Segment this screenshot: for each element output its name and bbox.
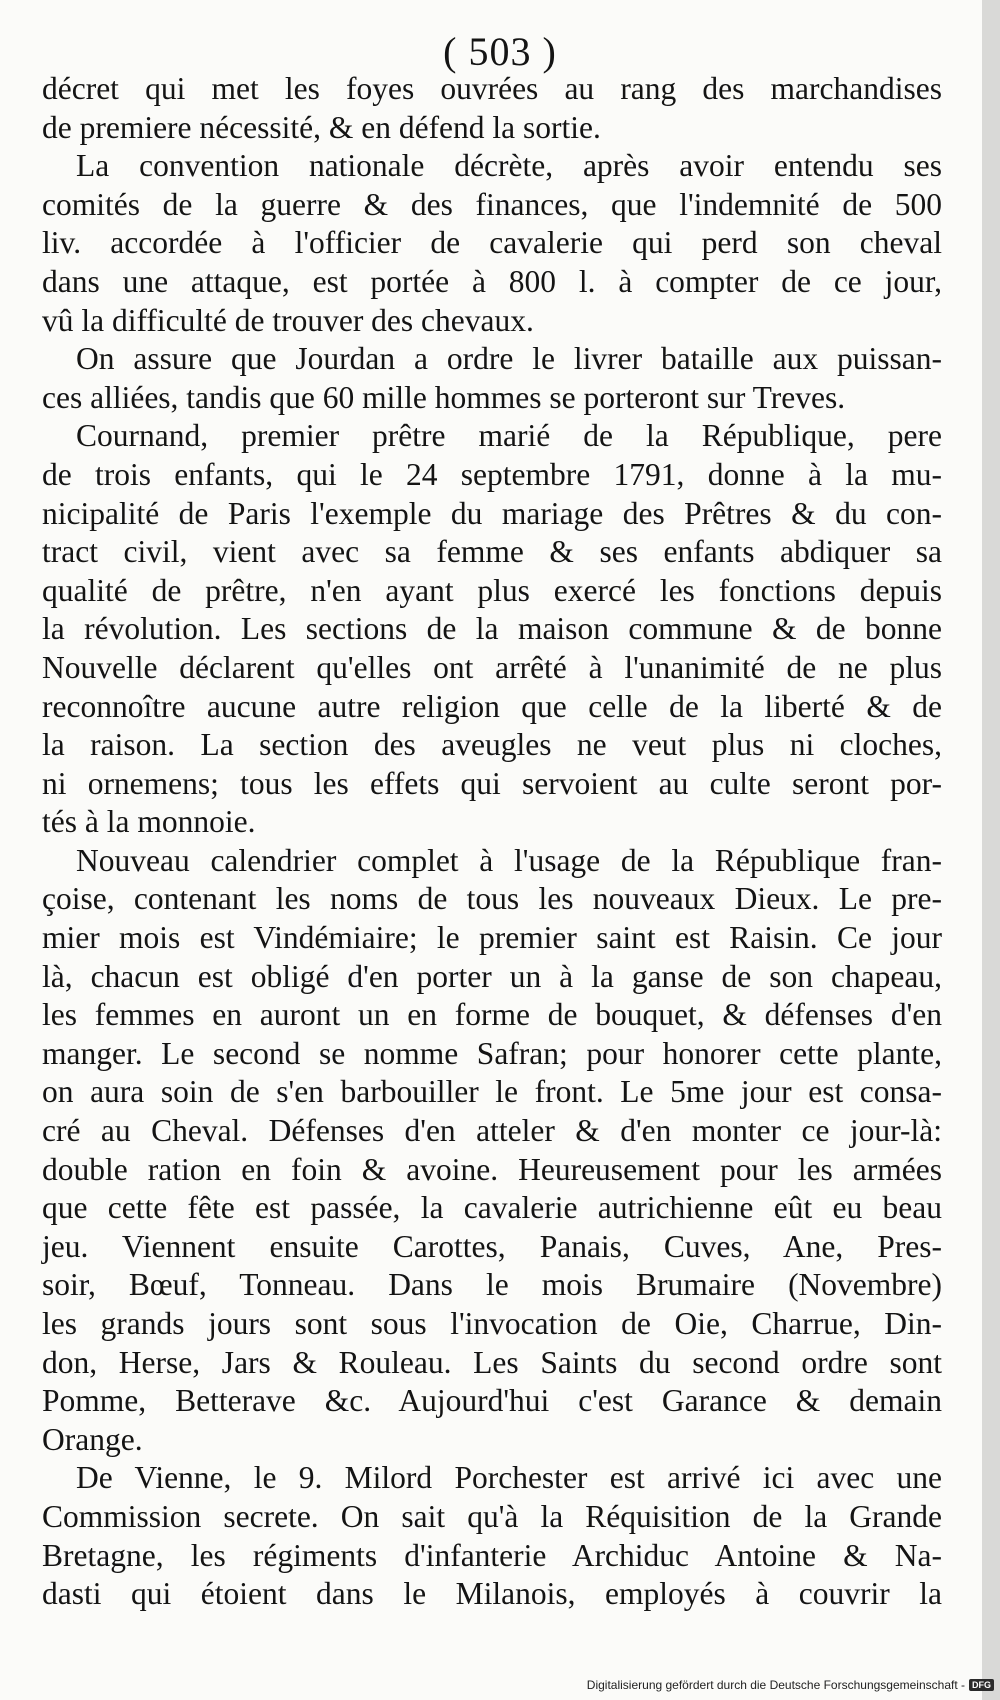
text-line: tract civil, vient avec sa femme & ses enfants abdiquer sa bbox=[42, 534, 942, 570]
text-line: On assure que Jourdan a ordre le livrer bataille aux puissan- bbox=[76, 341, 942, 377]
text-line: de premiere nécessité, & en défend la sortie. bbox=[42, 109, 601, 145]
text-line: Orange. bbox=[42, 1421, 143, 1457]
text-line: dasti qui étoient dans le Milanois, employés à couvrir la bbox=[42, 1576, 942, 1612]
text-line: manger. Le second se nomme Safran; pour honorer cette plante, bbox=[42, 1035, 942, 1071]
text-line: soir, Bœuf, Tonneau. Dans le mois Brumaire (Novembre) bbox=[42, 1267, 942, 1303]
text-line: Bretagne, les régiments d'infanterie Archiduc Antoine & Na- bbox=[42, 1537, 942, 1573]
dfg-logo: DFG bbox=[969, 1679, 994, 1691]
text-line: qualité de prêtre, n'en ayant plus exercé les fonctions depuis bbox=[42, 572, 942, 608]
text-line: ni ornemens; tous les effets qui servoient au culte seront por- bbox=[42, 765, 942, 801]
text-line: Pomme, Betterave &c. Aujourd'hui c'est Garance & demain bbox=[42, 1383, 942, 1419]
text-line: liv. accordée à l'officier de cavalerie qui perd son cheval bbox=[42, 225, 942, 261]
text-line: mier mois est Vindémiaire; le premier saint est Raisin. Ce jour bbox=[42, 920, 942, 956]
text-line: jeu. Viennent ensuite Carottes, Panais, Cuves, Ane, Pres- bbox=[42, 1228, 942, 1264]
text-line: La convention nationale décrète, après avoir entendu ses bbox=[76, 148, 942, 184]
text-line: De Vienne, le 9. Milord Porchester est arrivé ici avec une bbox=[76, 1460, 942, 1496]
text-line: comités de la guerre & des finances, que l'indemnité de 500 bbox=[42, 186, 942, 222]
text-line: que cette fête est passée, la cavalerie autrichienne eût eu beau bbox=[42, 1190, 942, 1226]
text-line: double ration en foin & avoine. Heureusement pour les armées bbox=[42, 1151, 942, 1187]
scan-edge bbox=[982, 0, 1000, 1700]
text-line: les femmes en auront un en forme de bouquet, & défenses d'en bbox=[42, 997, 942, 1033]
text-line: don, Herse, Jars & Rouleau. Les Saints du second ordre sont bbox=[42, 1344, 942, 1380]
text-line: reconnoître aucune autre religion que celle de la liberté & de bbox=[42, 688, 942, 724]
text-line: la révolution. Les sections de la maison commune & de bonne bbox=[42, 611, 942, 647]
text-line: vû la difficulté de trouver des chevaux. bbox=[42, 302, 534, 338]
text-line: les grands jours sont sous l'invocation de Oie, Charrue, Din- bbox=[42, 1306, 942, 1341]
text-line: Nouveau calendrier complet à l'usage de la République fran- bbox=[76, 842, 942, 878]
text-line: nicipalité de Paris l'exemple du mariage des Prêtres & du con- bbox=[42, 495, 942, 531]
text-line: dans une attaque, est portée à 800 l. à compter de ce jour, bbox=[42, 263, 942, 299]
text-line: ces alliées, tandis que 60 mille hommes se porteront sur Treves. bbox=[42, 379, 846, 415]
text-line: tés à la monnoie. bbox=[42, 804, 256, 840]
text-line: là, chacun est obligé d'en porter un à la ganse de son chapeau, bbox=[42, 958, 942, 994]
digitization-credit bbox=[587, 1678, 994, 1692]
text-line: Commission secrete. On sait qu'à la Réquisition de la Grande bbox=[42, 1498, 942, 1534]
page-number: ( 503 ) bbox=[443, 29, 557, 74]
text-line: Cournand, premier prêtre marié de la République, pere bbox=[76, 418, 942, 454]
text-line: décret qui met les foyes ouvrées au rang des marchandises bbox=[42, 71, 942, 106]
text-line: çoise, contenant les noms de tous les nouveaux Dieux. Le pre- bbox=[42, 881, 942, 917]
text-line: Nouvelle déclarent qu'elles ont arrêté à l'unanimité de ne plus bbox=[42, 649, 942, 685]
text-line: de trois enfants, qui le 24 septembre 1791, donne à la mu- bbox=[42, 456, 942, 492]
body-text bbox=[42, 70, 942, 1614]
text-line: on aura soin de s'en barbouiller le front. Le 5me jour est consa- bbox=[42, 1074, 942, 1110]
credit-text: Digitalisierung gefördert durch die Deutsche Forschungsgemeinschaft - bbox=[586, 1678, 965, 1692]
text-line: la raison. La section des aveugles ne veut plus ni cloches, bbox=[42, 727, 942, 763]
text-line: cré au Cheval. Défenses d'en atteler & d'en monter ce jour-là: bbox=[42, 1113, 942, 1149]
